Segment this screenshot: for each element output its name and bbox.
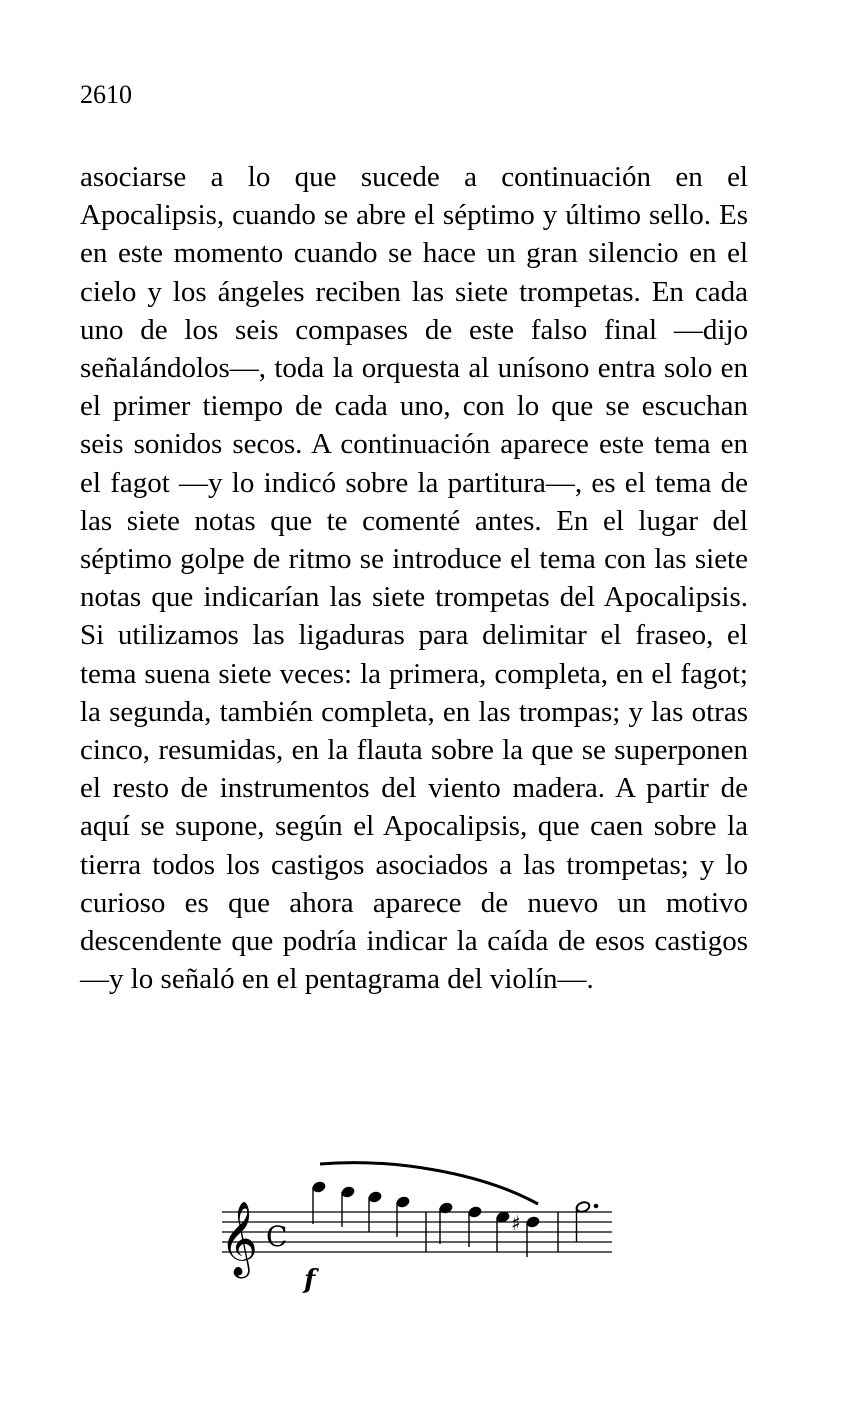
- augmentation-dot: [594, 1204, 598, 1208]
- treble-clef-icon: 𝄞: [220, 1202, 258, 1276]
- music-score-excerpt: [220, 1152, 620, 1302]
- slur: [320, 1163, 538, 1204]
- sharp-icon: ♯: [511, 1211, 521, 1235]
- note-head: [368, 1191, 382, 1204]
- page-number: 2610: [80, 80, 132, 109]
- note-head: [526, 1216, 540, 1229]
- note-head: [341, 1186, 355, 1199]
- note-head: [468, 1206, 482, 1219]
- dynamic-marking: f: [304, 1265, 316, 1295]
- notes: [312, 1181, 598, 1257]
- note-head: [396, 1196, 410, 1209]
- time-signature: C: [266, 1220, 288, 1253]
- body-paragraph: asociarse a lo que sucede a continuación en el Apocalipsis, cuando se abre el séptimo y último sello. Es en este momento cuando se hace un gran silencio en el cielo y los ángeles reciben las siete trompetas. En cada uno de los seis compases de este falso final —dijo señalándolos—, toda la orquesta al unísono entra solo en el primer tiempo de cada uno, con lo que se escuchan seis sonidos secos. A continuación aparece este tema en el fagot —y lo indicó sobre la partitura—, es el tema de las siete notas que te comenté antes. En el lugar del séptimo golpe de ritmo se introduce el tema con las siete notas que indicarían las siete trompetas del Apocalipsis. Si utilizamos las ligaduras para delimitar el fraseo, el tema suena siete veces: la primera, completa, en el fagot; la segunda, también completa, en las trompas; y las otras cinco, resumidas, en la flauta sobre la que se superponen el resto de instrumentos del viento madera. A partir de aquí se supone, según el Apocalipsis, que caen sobre la tierra todos los castigos asociados a las trompetas; y lo curioso es que ahora aparece de nuevo un motivo descendente que podría indicar la caída de esos castigos —y lo señaló en el pentagrama del violín—.: [80, 161, 748, 996]
- note-head: [312, 1181, 326, 1194]
